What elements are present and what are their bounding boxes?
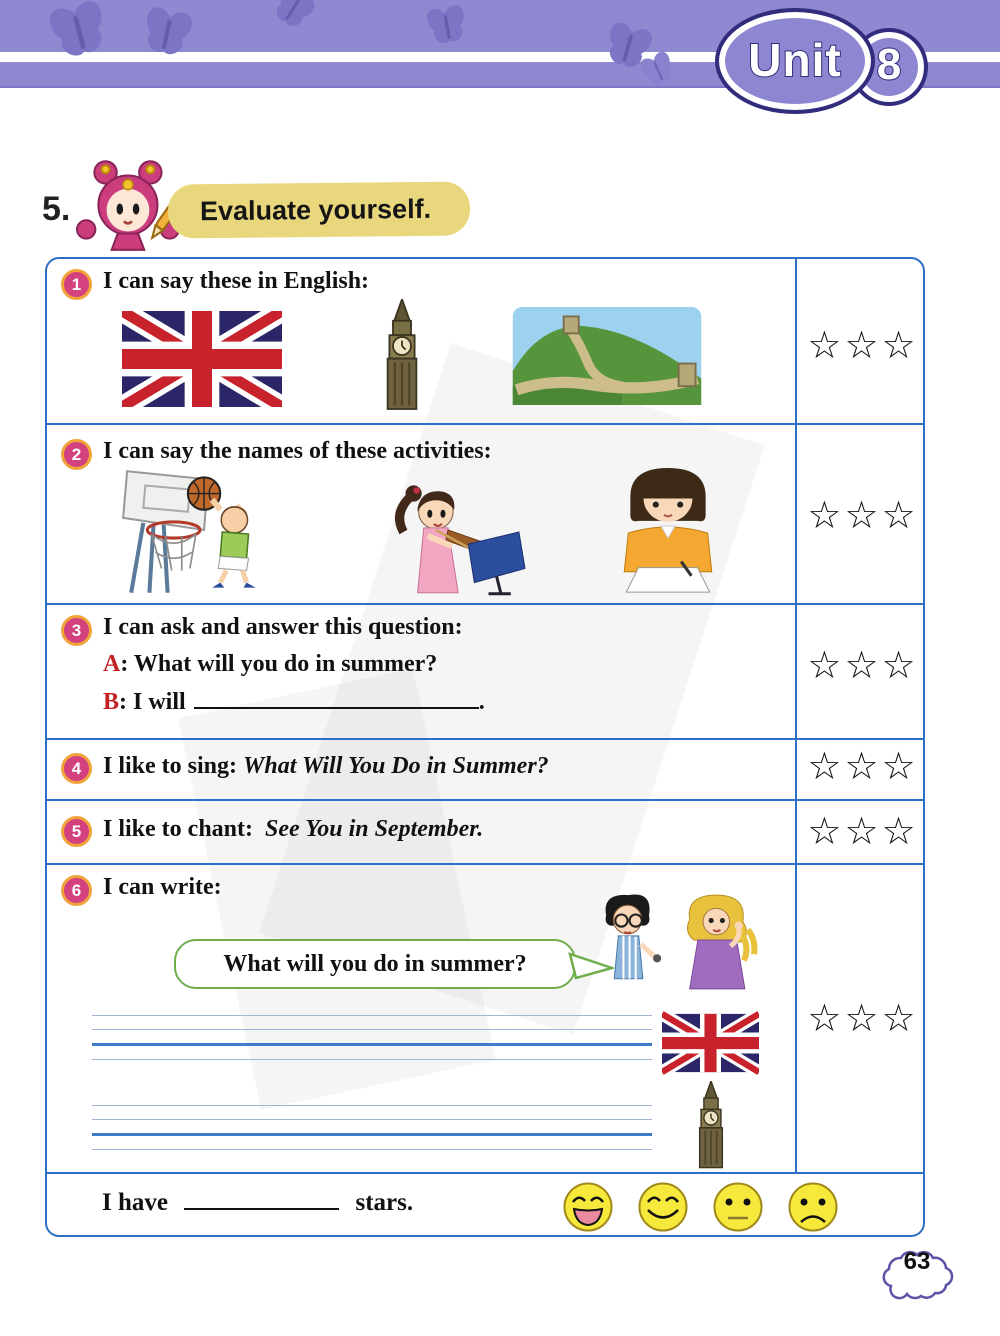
row-divider — [47, 1172, 923, 1174]
violin-icon — [365, 471, 527, 597]
guide-line — [92, 1149, 652, 1150]
emoji-smiling-icon[interactable] — [637, 1181, 689, 1233]
star-count-blank[interactable] — [184, 1190, 339, 1210]
uk-flag-icon — [662, 1008, 759, 1078]
big-ben-icon — [375, 299, 429, 411]
row-number-badge: 5 — [61, 816, 92, 847]
butterfly-icon — [264, 0, 322, 38]
guide-line — [92, 1029, 652, 1030]
row-3-stars[interactable]: ☆☆☆ — [807, 643, 919, 687]
sentence-period: . — [478, 689, 485, 715]
row-number-badge: 3 — [61, 615, 92, 646]
row-4-text — [103, 753, 549, 780]
row-2-text: I can say the names of these activities: — [103, 438, 492, 464]
chant-title: See You in September. — [265, 816, 484, 842]
row-1-text: I can say these in English: — [103, 268, 370, 294]
guide-line — [92, 1059, 652, 1060]
speaker-a-label: A — [103, 651, 121, 677]
footer-prefix: I have — [102, 1189, 168, 1216]
row-5-stars[interactable]: ☆☆☆ — [807, 809, 919, 853]
speaker-b-label: B — [103, 689, 120, 715]
row-1-stars[interactable]: ☆☆☆ — [807, 323, 919, 367]
butterfly-icon — [422, 1, 473, 52]
table-row-3 — [47, 603, 795, 738]
talking-kids-icon — [587, 891, 767, 993]
guide-line — [92, 1105, 652, 1106]
guide-line — [92, 1043, 652, 1046]
speech-bubble-text: What will you do in summer? — [223, 951, 527, 977]
row-3-line-b — [103, 689, 485, 716]
evaluation-table — [45, 257, 925, 1237]
row-2-stars[interactable]: ☆☆☆ — [807, 493, 919, 537]
header-band — [0, 0, 1000, 88]
basketball-icon — [115, 467, 287, 597]
big-ben-icon — [689, 1081, 733, 1169]
sing-label: I like to sing: — [103, 753, 238, 779]
writing-icon — [610, 461, 727, 595]
guide-line — [92, 1015, 652, 1016]
speaker-b-text: : I will — [119, 689, 186, 715]
row-number-badge: 4 — [61, 753, 92, 784]
row-4-stars[interactable]: ☆☆☆ — [807, 744, 919, 788]
footer-sentence — [102, 1189, 413, 1217]
song-title: What Will You Do in Summer? — [243, 753, 549, 779]
unit-number-label: 8 — [876, 40, 902, 89]
speech-bubble — [174, 939, 576, 989]
table-row-6 — [47, 863, 795, 1172]
table-row-1 — [47, 259, 795, 423]
chant-label: I like to chant: — [103, 816, 253, 842]
footer-suffix: stars. — [355, 1189, 414, 1216]
page-number: 63 — [903, 1248, 931, 1275]
row-number-badge: 1 — [61, 269, 92, 300]
section-title: Evaluate yourself. — [168, 181, 471, 238]
uk-flag-icon — [122, 311, 282, 407]
emoji-laughing-icon[interactable] — [562, 1181, 614, 1233]
page-number-badge — [875, 1242, 959, 1306]
row-3-question: I can ask and answer this question: — [103, 614, 463, 640]
table-row-4 — [47, 738, 795, 799]
writing-lines-2[interactable] — [92, 1105, 652, 1150]
section-number: 5. — [42, 190, 71, 228]
speech-bubble-tail — [568, 948, 614, 982]
row-3-line-a — [103, 651, 437, 678]
guide-line — [92, 1119, 652, 1120]
speaker-a-text: : What will you do in summer? — [120, 651, 438, 677]
star-column-divider — [795, 259, 797, 1172]
emoji-sad-icon[interactable] — [787, 1181, 839, 1233]
row-5-text — [103, 816, 483, 843]
writing-lines-1[interactable] — [92, 1015, 652, 1060]
row-number-badge: 2 — [61, 439, 92, 470]
row-6-stars[interactable]: ☆☆☆ — [807, 996, 919, 1040]
unit-badge — [705, 2, 925, 124]
table-row-5 — [47, 799, 795, 863]
unit-word-label: Unit — [748, 34, 842, 86]
row-number-badge: 6 — [61, 875, 92, 906]
guide-line — [92, 1133, 652, 1136]
answer-blank[interactable] — [194, 689, 479, 709]
emoji-neutral-icon[interactable] — [712, 1181, 764, 1233]
row-6-text: I can write: — [103, 874, 222, 900]
great-wall-icon — [512, 307, 702, 405]
butterfly-icon — [135, 1, 199, 65]
table-row-2 — [47, 423, 795, 603]
